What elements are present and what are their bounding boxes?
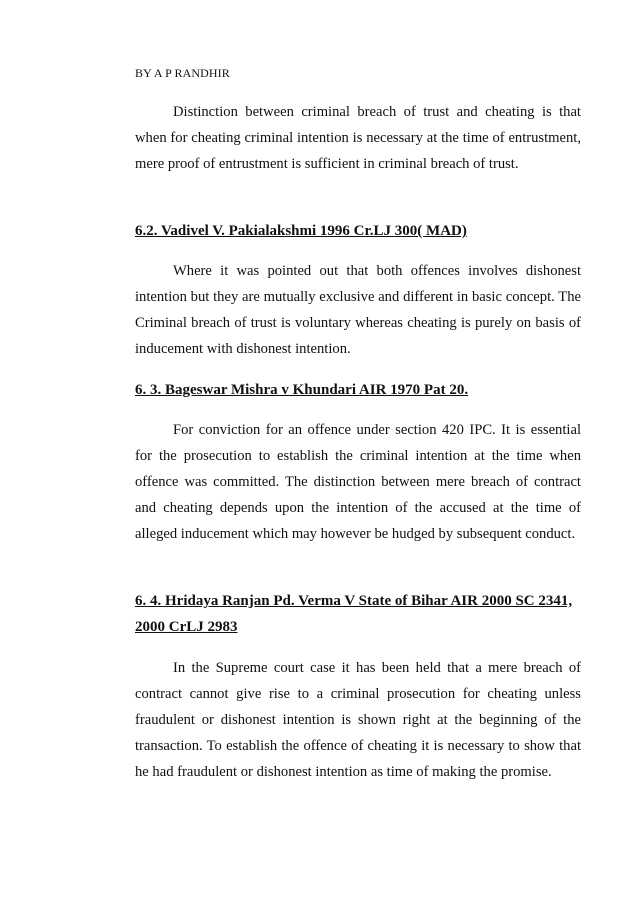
intro-paragraph: Distinction between criminal breach of trust and cheating is that when for cheating criminal intention is necessary at the time of entrustment, mere proof of entrustment is sufficient in criminal breach of trust. — [135, 104, 581, 172]
author-line: BY A P RANDHIR — [135, 66, 230, 80]
section-paragraph-6-4: In the Supreme court case it has been held that a mere breach of contract cannot give rise to a criminal prosecution for cheating unless fraudulent or dishonest intention is shown right at the beginning of the transaction. To establish the offence of cheating it is necessary to show that he had fraudulent or dishonest intention as time of making the promise. — [135, 660, 581, 780]
section-heading-6-3: 6. 3. Bageswar Mishra v Khundari AIR 1970 Pat 20. — [135, 382, 469, 398]
section-heading-6-2: 6.2. Vadivel V. Pakialakshmi 1996 Cr.LJ 300( MAD) — [135, 223, 467, 239]
section-paragraph-6-3: For conviction for an offence under section 420 IPC. It is essential for the prosecution to establish the criminal intention at the time when offence was committed. The distinction between mere breach of contract and cheating depends upon the intention of the accused at the time of alleged inducement which may however be hudged by subsequent conduct. — [135, 422, 581, 542]
section-paragraph-6-2: Where it was pointed out that both offences involves dishonest intention but they are mutually exclusive and different in basic concept. The Criminal breach of trust is voluntary whereas cheating is purely on basis of inducement with dishonest intention. — [135, 263, 581, 357]
section-heading-6-4: 6. 4. Hridaya Ranjan Pd. Verma V State of Bihar AIR 2000 SC 2341, 2000 CrLJ 2983 — [135, 593, 573, 635]
